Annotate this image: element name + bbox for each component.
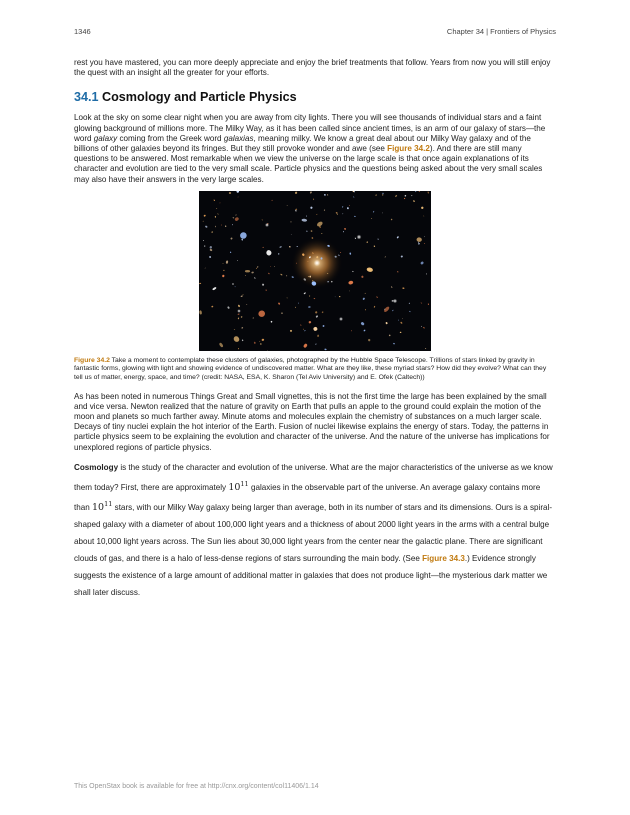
text-run: stars, with our Milky Way galaxy being larger than average, both in its number of stars and its dimensions. Ours is a spiral-shaped galaxy with a diameter of about 100,000 light years and a thickness of about 2000 light years in the arms with a central bulge about 10,000 light years across. The Sun lies about 30,000 light years from the center near the galactic plane. There are significant clouds of gas, and there is a halo of less-dense regions of stars surrounding the main body. (See — [74, 502, 553, 563]
math-ten-to-eleven — [228, 479, 249, 493]
intro-paragraph: rest you have mastered, you can more deeply appreciate and enjoy the brief treatments that follow. Years from now you will still enjoy the quest with an insight all the greater for your efforts. — [74, 58, 551, 78]
math-base: 10 — [228, 481, 241, 493]
section-title: Cosmology and Particle Physics — [102, 90, 297, 105]
text-run: is the study of the character and evolution of the universe. What are the major characteristics of the universe as we know them today? First, there are approximately — [74, 462, 553, 492]
emphasis-galaxias: galaxias — [223, 133, 254, 143]
page-header — [74, 27, 556, 39]
text-run: galaxies in the observable part of the universe. An average galaxy contains more than — [74, 482, 541, 512]
emphasis-galaxy: galaxy — [93, 133, 118, 143]
text-run: .) Evidence strongly suggests the existence of a large amount of additional matter in galaxies that does not produce light—the mysterious dark matter we shall later discuss. — [74, 553, 548, 597]
paragraph-sky — [74, 113, 556, 184]
math-ten-to-eleven — [92, 499, 113, 513]
section-number: 34.1 — [74, 90, 99, 105]
math-exponent: 11 — [104, 499, 113, 508]
math-base: 10 — [92, 501, 105, 513]
section-heading — [74, 90, 556, 105]
chapter-title: Chapter 34 | Frontiers of Physics — [446, 27, 556, 36]
text-run: ). And there are still many questions to be answered. Most remarkable when we view the universe on the large scale is that once again explanations of its character and evolution are tied to the very small scale. Particle physics and the questions being asked about the very small scales may also have their answers in the very large scales. — [74, 144, 543, 184]
text-run: , meaning milky. We know a great deal about our Milky Way galaxy and of the billions of other galaxies beyond its fringes. But they still provoke wonder and awe (see — [74, 133, 531, 154]
math-exponent: 11 — [240, 479, 249, 488]
figure-34-3-link[interactable]: Figure 34.3 — [422, 553, 465, 563]
figure-caption-text: Take a moment to contemplate these clusters of galaxies, photographed by the Hubble Space Telescope. Trillions of stars linked by gravity in fantastic forms, glowing with light and showing evidence of undiscovered matter. What are they like, these myriad stars? How did they evolve? What can they tell us of matter, energy, space, and time? (credit: NASA, ESA, K. Sharon (Tel Aviv University) and E. Ofek (Caltech)) — [74, 356, 547, 382]
text-run: coming from the Greek word — [117, 133, 224, 143]
term-cosmology: Cosmology — [74, 462, 119, 472]
page-content — [74, 58, 556, 607]
page-number: 1346 — [74, 27, 91, 36]
figure-34-2-link[interactable]: Figure 34.2 — [387, 144, 430, 154]
paragraph-large-small: As has been noted in numerous Things Great and Small vignettes, this is not the first time the large has been explained by the small and vice versa. Newton realized that the nature of gravity on Earth that pulls an apple to the ground could explain the motion of the moon and planets so much farther away. Minute atoms and molecules explain the chemistry of substances on a much larger scale. Decays of tiny nuclei explain the hot interior of the Earth. Fusion of nuclei likewise explains the energy of stars. Today, the patterns in particle physics seem to be explaining the evolution and character of the universe. And the nature of the universe has implications for unexplored regions of particle physics. — [74, 391, 550, 452]
paragraph-cosmology — [74, 459, 556, 601]
page-footer: This OpenStax book is available for free at http://cnx.org/content/col11406/1.14 — [74, 783, 319, 790]
text-run: Look at the sky on some clear night when you are away from city lights. There you will see thousands of individual stars and a faint glowing background of millions more. The Milky Way, as it has been called since ancient times, is an arm of our galaxy of stars—the word — [74, 113, 546, 143]
figure-label: Figure 34.2 — [74, 356, 110, 364]
hubble-galaxy-cluster-image — [199, 191, 431, 351]
figure-34-2 — [74, 191, 556, 383]
figure-caption — [74, 357, 556, 383]
